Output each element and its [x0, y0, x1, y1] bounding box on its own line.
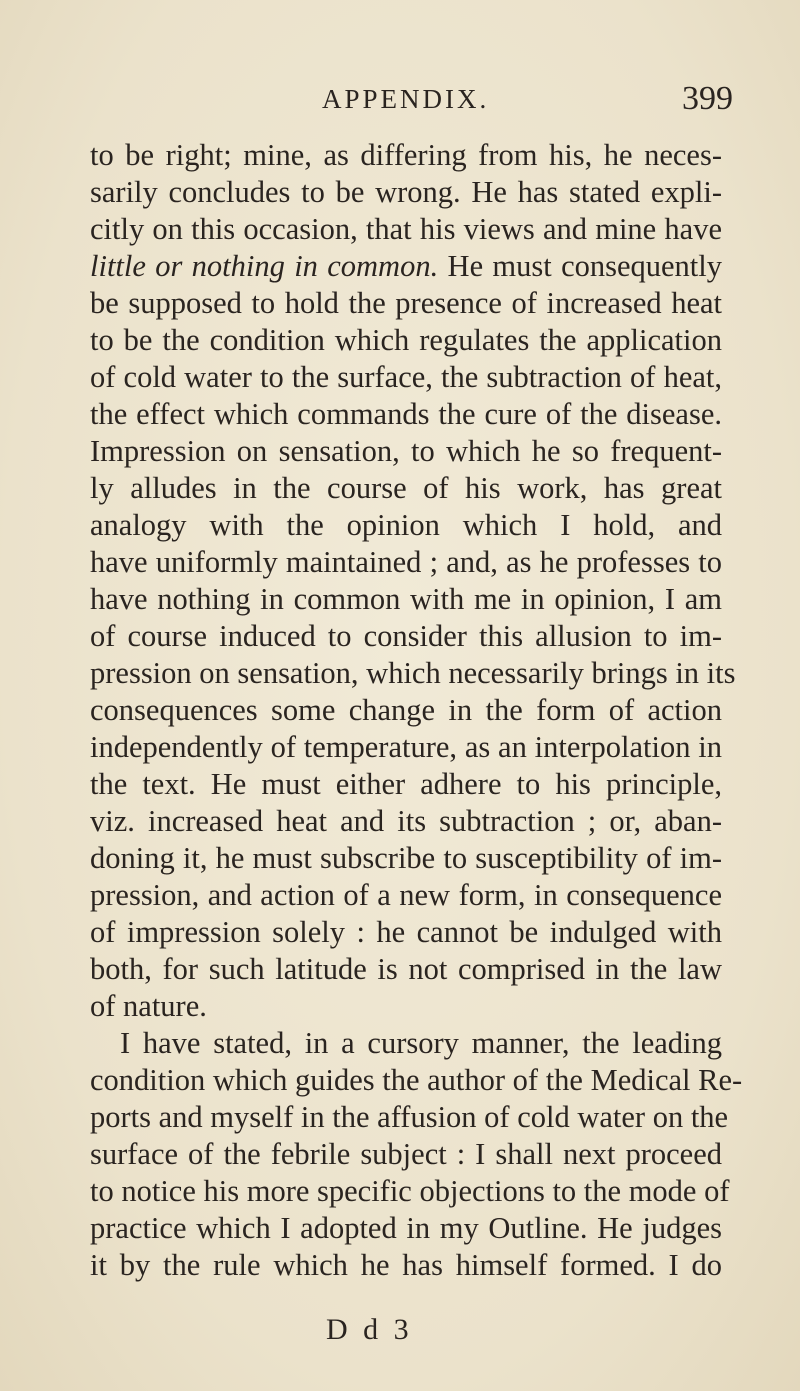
signature-mark: D d 3	[326, 1313, 413, 1346]
text-line-4-rest: He must consequently	[438, 249, 722, 283]
text-line-6: to be the condition which regulates the application	[90, 323, 722, 357]
text-line-11: analogy with the opinion which I hold, and	[90, 508, 722, 542]
text-line-12: have uniformly maintained ; and, as he professes to	[90, 545, 722, 579]
text-line-26: condition which guides the author of the Medical Re-	[90, 1063, 743, 1097]
running-head: APPENDIX.	[322, 84, 490, 114]
text-line-19: viz. increased heat and its subtraction ; or, aban-	[90, 804, 722, 838]
text-line-28: surface of the febrile subject : I shall next proceed	[90, 1137, 722, 1171]
text-line-3: citly on this occasion, that his views and mine have	[90, 212, 722, 246]
text-line-8: the effect which commands the cure of the disease.	[90, 397, 722, 431]
italic-phrase: little or nothing in common.	[90, 249, 439, 283]
text-line-9: Impression on sensation, to which he so frequent-	[90, 434, 722, 468]
text-line-7: of cold water to the surface, the subtraction of heat,	[90, 360, 722, 394]
text-line-2: sarily concludes to be wrong. He has stated expli-	[90, 175, 722, 209]
text-line-16: consequences some change in the form of action	[90, 693, 722, 727]
text-line-10: ly alludes in the course of his work, has great	[90, 471, 722, 505]
text-line-13: have nothing in common with me in opinion, I am	[90, 582, 722, 616]
text-line-21: pression, and action of a new form, in consequence	[90, 878, 722, 912]
page-number: 399	[682, 80, 733, 117]
text-line-30: practice which I adopted in my Outline. He judges	[90, 1211, 722, 1245]
text-line-22: of impression solely : he cannot be indulged with	[90, 915, 722, 949]
text-line-18: the text. He must either adhere to his principle,	[90, 767, 722, 801]
text-line-27: ports and myself in the affusion of cold water on the	[90, 1100, 729, 1134]
text-line-25: I have stated, in a cursory manner, the leading	[120, 1026, 722, 1060]
text-line-17: independently of temperature, as an interpolation in	[90, 730, 722, 764]
text-line-29: to notice his more specific objections to the mode of	[90, 1174, 730, 1208]
text-line-23: both, for such latitude is not comprised in the law	[90, 952, 722, 986]
text-line-1: to be right; mine, as differing from his, he neces-	[90, 138, 722, 172]
text-line-31: it by the rule which he has himself formed. I do	[90, 1248, 722, 1282]
text-line-4	[90, 248, 722, 285]
text-line-24: of nature.	[90, 989, 207, 1023]
text-line-15: pression on sensation, which necessarily brings in its	[90, 656, 736, 690]
text-line-5: be supposed to hold the presence of increased heat	[90, 286, 722, 320]
text-line-14: of course induced to consider this allusion to im-	[90, 619, 722, 653]
text-line-20: doning it, he must subscribe to susceptibility of im-	[90, 841, 722, 875]
